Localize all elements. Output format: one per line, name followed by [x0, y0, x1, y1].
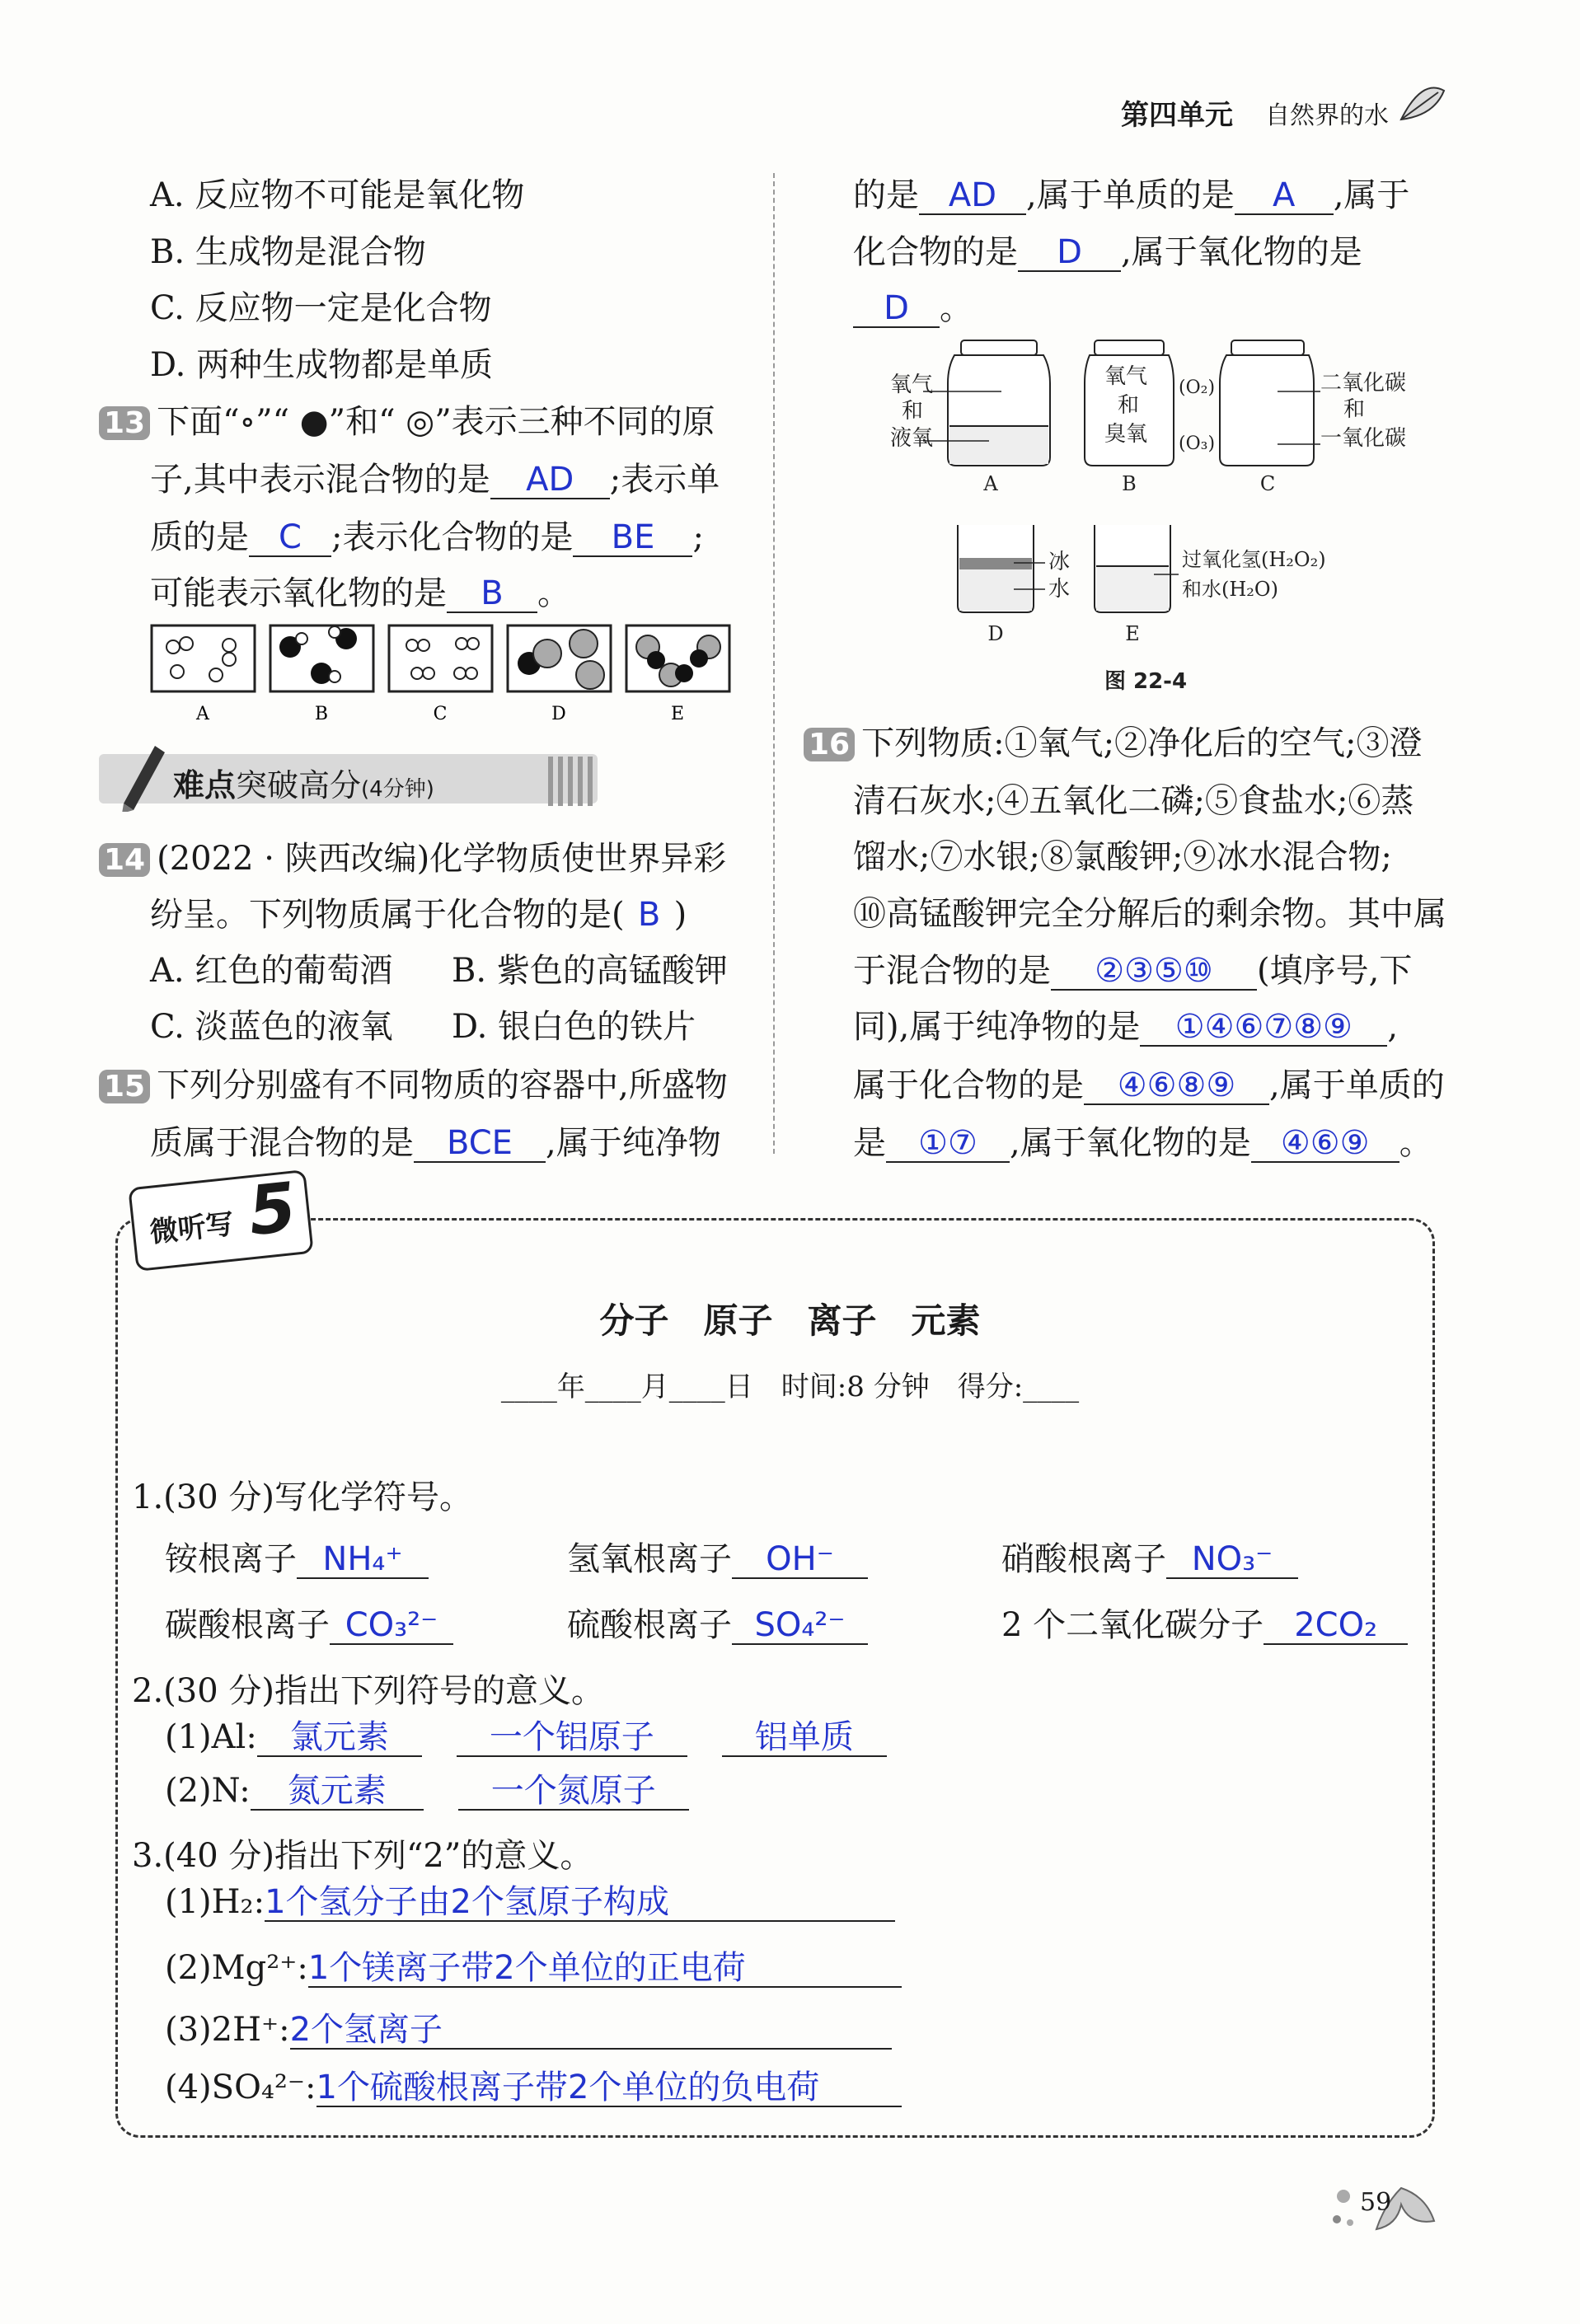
jar-a-label-1: 氧气 — [890, 372, 934, 397]
meaning-2h: (3)2H⁺:2个氢离子 — [165, 2011, 892, 2050]
meaning-mg: (2)Mg²⁺:1个镁离子带2个单位的正电荷 — [165, 1949, 902, 1988]
dictation-badge: 微听写 5 — [128, 1169, 313, 1272]
co2-molecules: 2 个二氧化碳分子 2CO₂ — [1001, 1599, 1408, 1646]
box-b — [270, 626, 373, 691]
beaker-e-label-1: 过氧化氢(H₂O₂) — [1182, 548, 1326, 571]
unit-title: 自然界的水 — [1265, 101, 1389, 130]
dictation-part2: 2.(30 分)指出下列符号的意义。 — [132, 1672, 604, 1710]
jar-c-label-2: 和 — [1343, 397, 1366, 422]
label-b: B — [314, 704, 329, 724]
jar-a-letter: A — [983, 472, 998, 495]
jar-c-label-3: 一氧化碳 — [1320, 426, 1407, 451]
q16-answer-mixture: ②③⑤⑩ — [1051, 953, 1257, 991]
beaker-d-label-1: 冰 — [1048, 550, 1071, 574]
dictation-part1: 1.(30 分)写化学符号。 — [132, 1478, 472, 1516]
q13-answer-element: C — [249, 519, 331, 557]
box-d — [508, 626, 611, 691]
q13-number: 13 — [99, 406, 150, 440]
meaning-h2: (1)H₂:1个氢分子由2个氢原子构成 — [165, 1883, 895, 1922]
jar-a-label-2: 和 — [902, 399, 924, 424]
q16-line7: 属于化合物的是 ④⑥⑧⑨ ,属于单质的 — [853, 1066, 1445, 1104]
q15-answer-pure: AD — [919, 177, 1026, 215]
q16-answer-oxide: ④⑥⑨ — [1251, 1125, 1399, 1163]
beaker-e-label-2: 和水(H₂O) — [1182, 578, 1278, 601]
q15-answer-mixture: BCE — [414, 1125, 546, 1163]
q14-option-a: A. 红色的葡萄酒 — [150, 952, 393, 990]
q14-number: 14 — [99, 843, 150, 877]
figure-caption: 图 22-4 — [1104, 669, 1188, 694]
q13-line2: 子,其中表示混合物的是 AD ;表示单 — [150, 461, 720, 499]
leaf-icon — [1393, 74, 1451, 132]
q14-answer: B — [637, 896, 661, 934]
q12-option-a: A. 反应物不可能是氧化物 — [150, 176, 525, 214]
ion-carbonate: 碳酸根离子 CO₃²⁻ — [165, 1599, 453, 1646]
jar-b-label-1: 氧气 — [1104, 364, 1148, 389]
q15-right-line1: 的是 AD ,属于单质的是 A ,属于 — [853, 176, 1410, 214]
jar-b-formula-2: (O₃) — [1179, 433, 1216, 454]
q15-container-figure — [865, 334, 1459, 696]
q13-answer-mixture: AD — [490, 462, 610, 499]
unit-label: 第四单元 — [1121, 99, 1233, 132]
q15-right-line2: 化合物的是 D ,属于氧化物的是 — [853, 233, 1362, 271]
section-title: 难点突破高分(4分钟) — [173, 767, 434, 804]
ion-sulfate: 硫酸根离子 SO₄²⁻ — [567, 1599, 868, 1646]
q12-option-d: D. 两种生成物都是单质 — [150, 346, 494, 384]
q15-line1: 15 下列分别盛有不同物质的容器中,所盛物 — [99, 1059, 728, 1106]
jar-c-label-1: 二氧化碳 — [1320, 371, 1407, 396]
n-meaning: (2)N: 氮元素 一个氮原子 — [165, 1772, 689, 1811]
beaker-e-letter: E — [1125, 622, 1140, 645]
q12-option-c: C. 反应物一定是化合物 — [150, 289, 492, 327]
q16-line2: 清石灰水;④五氧化二磷;⑤食盐水;⑥蒸 — [853, 782, 1414, 820]
dictation-part3: 3.(40 分)指出下列“2”的意义。 — [132, 1837, 593, 1875]
meaning-so4: (4)SO₄²⁻:1个硫酸根离子带2个单位的负电荷 — [165, 2069, 902, 2107]
jar-b-label-2: 和 — [1118, 393, 1140, 418]
q16-answer-pure: ①④⑥⑦⑧⑨ — [1140, 1009, 1387, 1047]
q15-number: 15 — [99, 1070, 150, 1103]
box-a — [152, 626, 255, 691]
q15-answer-oxide: D — [853, 290, 940, 328]
q15-answer-compound: D — [1018, 234, 1121, 272]
page-number: 59 — [1360, 2188, 1392, 2217]
jar-b-letter: B — [1122, 472, 1137, 495]
section-stripes — [548, 757, 598, 806]
box-c — [389, 626, 492, 691]
dictation-meta: ____年____月____日 时间:8 分钟 得分:____ — [500, 1371, 1080, 1403]
q14-option-b: B. 紫色的高锰酸钾 — [452, 952, 728, 990]
q14-option-c: C. 淡蓝色的液氧 — [150, 1008, 393, 1046]
column-divider — [773, 173, 775, 1154]
q16-line5: 于混合物的是 ②③⑤⑩ (填序号,下 — [853, 952, 1413, 990]
label-e: E — [670, 704, 685, 724]
label-d: D — [551, 704, 566, 724]
pen-icon — [107, 738, 173, 812]
q14-line1: 14 (2022 · 陕西改编)化学物质使世界异彩 — [99, 832, 726, 879]
ion-nitrate: 硝酸根离子 NO₃⁻ — [1001, 1533, 1298, 1580]
jar-a-label-3: 液氧 — [890, 426, 934, 451]
q15-answer-element: A — [1235, 177, 1334, 215]
jar-c-letter: C — [1259, 472, 1276, 495]
q16-line3: 馏水;⑦水银;⑧氯酸钾;⑨冰水混合物; — [853, 838, 1392, 876]
q14-line2: 纷呈。下列物质属于化合物的是( B ) — [150, 896, 687, 934]
q16-line1: 16 下列物质:①氧气;②净化后的空气;③澄 — [804, 717, 1423, 764]
dictation-title: 分子 原子 离子 元素 — [599, 1300, 981, 1341]
q15-right-line3: D 。 — [853, 282, 973, 329]
label-c: C — [433, 704, 448, 724]
q13-answer-compound: BE — [573, 519, 692, 557]
q16-number: 16 — [804, 728, 855, 761]
q14-option-d: D. 银白色的铁片 — [452, 1008, 696, 1046]
q16-line8: 是 ①⑦ ,属于氧化物的是 ④⑥⑨ 。 — [853, 1124, 1432, 1162]
beaker-d-letter: D — [987, 622, 1004, 645]
q16-answer-element: ①⑦ — [886, 1125, 1010, 1163]
q13-line1: 13 下面“∘”“ ●”和“ ◎”表示三种不同的原 — [99, 396, 715, 443]
q13-molecule-figure — [148, 622, 742, 729]
q16-line6: 同),属于纯净物的是 ①④⑥⑦⑧⑨ , — [853, 1008, 1399, 1046]
q15-line2: 质属于混合物的是 BCE ,属于纯净物 — [150, 1124, 721, 1162]
ion-ammonium: 铵根离子 NH₄⁺ — [165, 1533, 429, 1580]
jar-b-label-3: 臭氧 — [1104, 422, 1148, 447]
q12-option-b: B. 生成物是混合物 — [150, 233, 426, 271]
q16-line4: ⑩高锰酸钾完全分解后的剩余物。其中属 — [853, 895, 1446, 933]
q13-answer-oxide: B — [447, 575, 537, 613]
q13-line4: 可能表示氧化物的是 B 。 — [150, 574, 570, 612]
label-a: A — [196, 704, 209, 724]
al-meaning: (1)Al: 氯元素 一个铝原子 铝单质 — [165, 1718, 887, 1757]
box-e — [626, 626, 729, 691]
q13-line3: 质的是 C ;表示化合物的是 BE ; — [150, 518, 704, 556]
jar-b-formula-1: (O₂) — [1179, 377, 1216, 398]
q16-answer-compound: ④⑥⑧⑨ — [1084, 1067, 1269, 1105]
ion-hydroxide: 氢氧根离子 OH⁻ — [567, 1533, 868, 1580]
beaker-d-label-2: 水 — [1048, 577, 1071, 602]
